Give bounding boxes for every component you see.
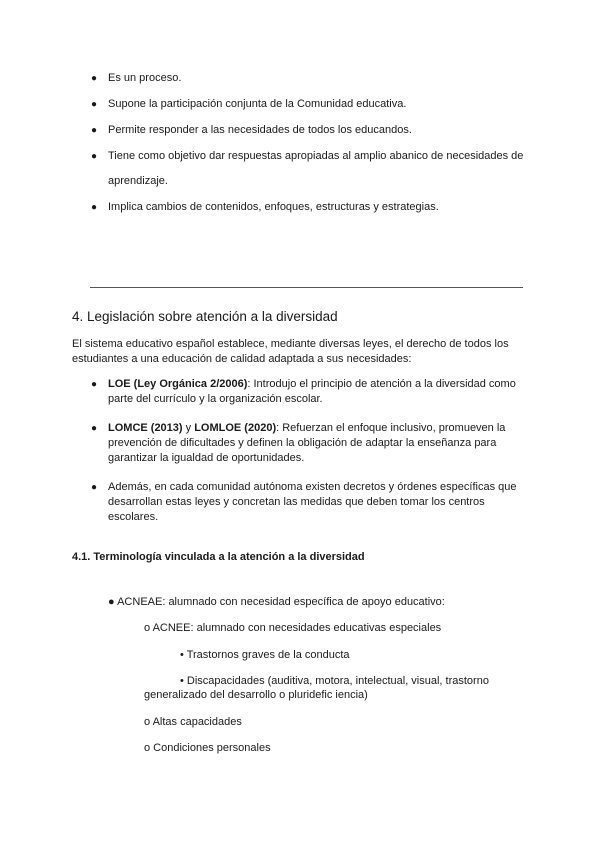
law-item-lomce-lomloe <box>108 421 505 466</box>
bullet-dot: ● <box>91 99 98 110</box>
term-acneae: ● ACNEAE: alumnado con necesidad específica de apoyo educativo: <box>108 596 445 608</box>
bullet-dot: ● <box>91 125 98 136</box>
list-item: Es un proceso. <box>108 72 182 84</box>
list-item: Implica cambios de contenidos, enfoques, estructuras y estrategias. <box>108 201 439 213</box>
list-item: Supone la participación conjunta de la Comunidad educativa. <box>108 98 407 110</box>
bullet-dot: ● <box>91 482 98 493</box>
list-item-continuation: aprendizaje. <box>108 175 168 187</box>
intro-line: El sistema educativo español establece, mediante diversas leyes, el derecho de todos los <box>72 338 509 350</box>
section-heading: 4. Legislación sobre atención a la diversidad <box>72 309 338 324</box>
bullet-dot: ● <box>91 379 98 390</box>
term-altas-capacidades: o Altas capacidades <box>144 716 242 728</box>
list-item: Tiene como objetivo dar respuestas apropiadas al amplio abanico de necesidades de <box>108 150 524 162</box>
term-discapacidades-continuation: generalizado del desarrollo o pluridefic iencia) <box>144 689 368 701</box>
autonomy-item <box>108 480 516 525</box>
connector-text: y <box>182 422 195 434</box>
law-description-line: garantizar la igualdad de oportunidades. <box>108 452 305 464</box>
bullet-dot: ● <box>91 202 98 213</box>
item-line: escolares. <box>108 511 159 523</box>
term-trastornos: • Trastornos graves de la conducta <box>180 649 350 661</box>
bullet-dot: ● <box>91 151 98 162</box>
law-name: LOE (Ley Orgánica 2/2006) <box>108 378 248 390</box>
term-condiciones-personales: o Condiciones personales <box>144 742 271 754</box>
subsection-heading: 4.1. Terminología vinculada a la atención a la diversidad <box>72 551 365 563</box>
intro-line: estudiantes a una educación de calidad adaptada a sus necesidades: <box>72 353 412 365</box>
item-line: desarrollan estas leyes y concretan las medidas que deben tomar los centros <box>108 496 485 508</box>
law-name: LOMCE (2013) <box>108 422 183 434</box>
law-item-loe <box>108 377 516 407</box>
bullet-dot: ● <box>91 73 98 84</box>
term-acnee: o ACNEE: alumnado con necesidades educativas especiales <box>144 622 442 634</box>
bullet-dot: ● <box>91 423 98 434</box>
law-description: : Introdujo el principio de atención a la diversidad como <box>247 378 516 390</box>
law-name: LOMLOE (2020) <box>194 422 277 434</box>
law-description-line: parte del currículo y la organización escolar. <box>108 393 323 405</box>
item-line: Además, en cada comunidad autónoma existen decretos y órdenes específicas que <box>108 481 517 493</box>
law-description: : Refuerzan el enfoque inclusivo, promueven la <box>276 422 506 434</box>
term-discapacidades: • Discapacidades (auditiva, motora, intelectual, visual, trastorno <box>180 675 489 687</box>
section-intro <box>72 337 509 367</box>
list-item: Permite responder a las necesidades de todos los educandos. <box>108 124 412 136</box>
law-description-line: prevención de dificultades y definen la obligación de adaptar la enseñanza para <box>108 437 497 449</box>
horizontal-divider <box>90 287 523 288</box>
